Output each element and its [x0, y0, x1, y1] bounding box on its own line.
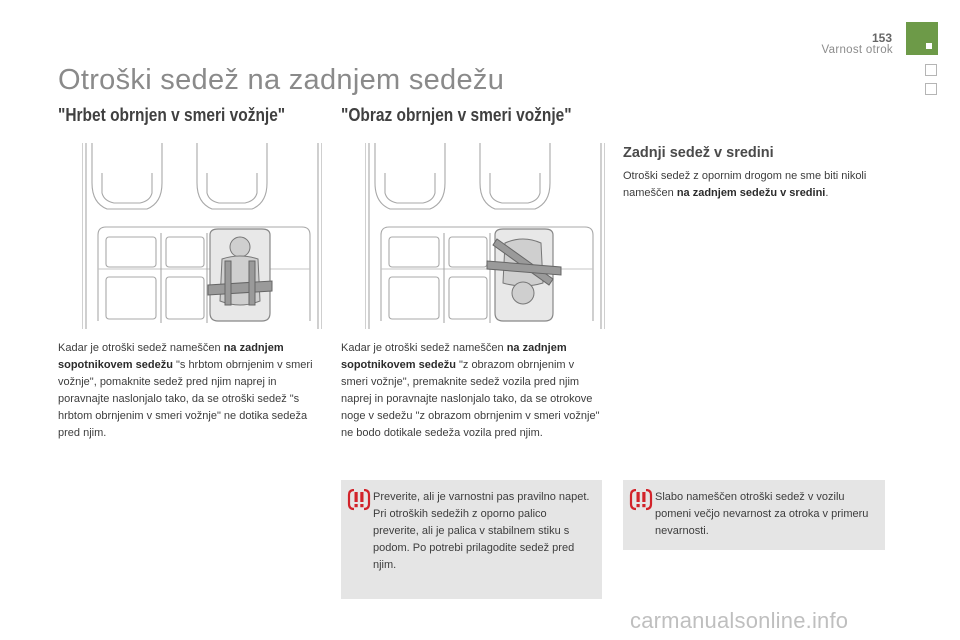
rear-facing-heading: "Hrbet obrnjen v smeri vožnje" [58, 105, 286, 125]
installation-warning-box [623, 480, 885, 550]
paragraph-text: "z obrazom obrnjenim v smeri vožnje", premaknite sedež vozila pred njim naprej in poravnajte naslonjalo tako, da se otrokove noge v sedežu "z obrazom obrnjenim v smeri vožnje" ne bodo dotikale sedeža vozila pred njim. [341, 359, 600, 439]
warning-icon [629, 489, 653, 511]
warning-line: Preverite, ali je varnostni pas pravilno napet. [373, 491, 590, 503]
rear-center-seat-instructions [623, 168, 878, 202]
watermark: carmanualsonline.info [630, 608, 849, 633]
warning-icon [347, 489, 371, 511]
tab-marker-icon [926, 43, 932, 49]
section-tab[interactable] [925, 64, 937, 76]
rear-center-seat-heading: Zadnji sedež v sredini [623, 145, 774, 161]
forward-facing-seat-illustration [365, 143, 605, 329]
warning-line: Pri otroških sedežih z oporno palico preverite, ali je palica v stabilnem stiku s podom. Po potrebi prilagodite sedež pred njim. [373, 508, 575, 571]
rear-facing-instructions [58, 340, 320, 442]
paragraph-text: Kadar je otroški sedež nameščen [341, 342, 507, 354]
page-number: 153 [871, 31, 892, 45]
section-tab[interactable] [925, 83, 937, 95]
paragraph-text: "s hrbtom obrnjenim v smeri vožnje", pomaknite sedež pred njim naprej in poravnajte naslonjalo tako, da se otroški sedež "s hrbtom obrnjenim v smeri vožnje" ne dotika sedeža pred njim. [58, 359, 313, 439]
warning-line: Slabo nameščen otroški sedež v vozilu pomeni večjo nevarnost za otroka v primeru nevarnosti. [655, 491, 869, 537]
paragraph-text: Otroški sedež z opornim drogom ne sme biti nikoli nameščen [623, 170, 867, 199]
section-tab-active[interactable] [906, 22, 938, 55]
seatbelt-warning-box [341, 480, 602, 599]
paragraph-emphasis: na zadnjem sedežu v sredini [676, 187, 826, 199]
paragraph-text: . [825, 187, 829, 199]
forward-facing-instructions [341, 340, 603, 442]
paragraph-emphasis: na zadnjem sopotnikovem sedežu [58, 342, 284, 371]
paragraph-emphasis: na zadnjem sopotnikovem sedežu [341, 342, 567, 371]
rear-facing-seat-illustration [82, 143, 322, 329]
paragraph-text: Kadar je otroški sedež nameščen [58, 342, 224, 354]
page-title: Otroški sedež na zadnjem sedežu [58, 64, 505, 96]
forward-facing-heading: "Obraz obrnjen v smeri vožnje" [341, 105, 572, 125]
section-title: Varnost otrok [821, 44, 893, 56]
